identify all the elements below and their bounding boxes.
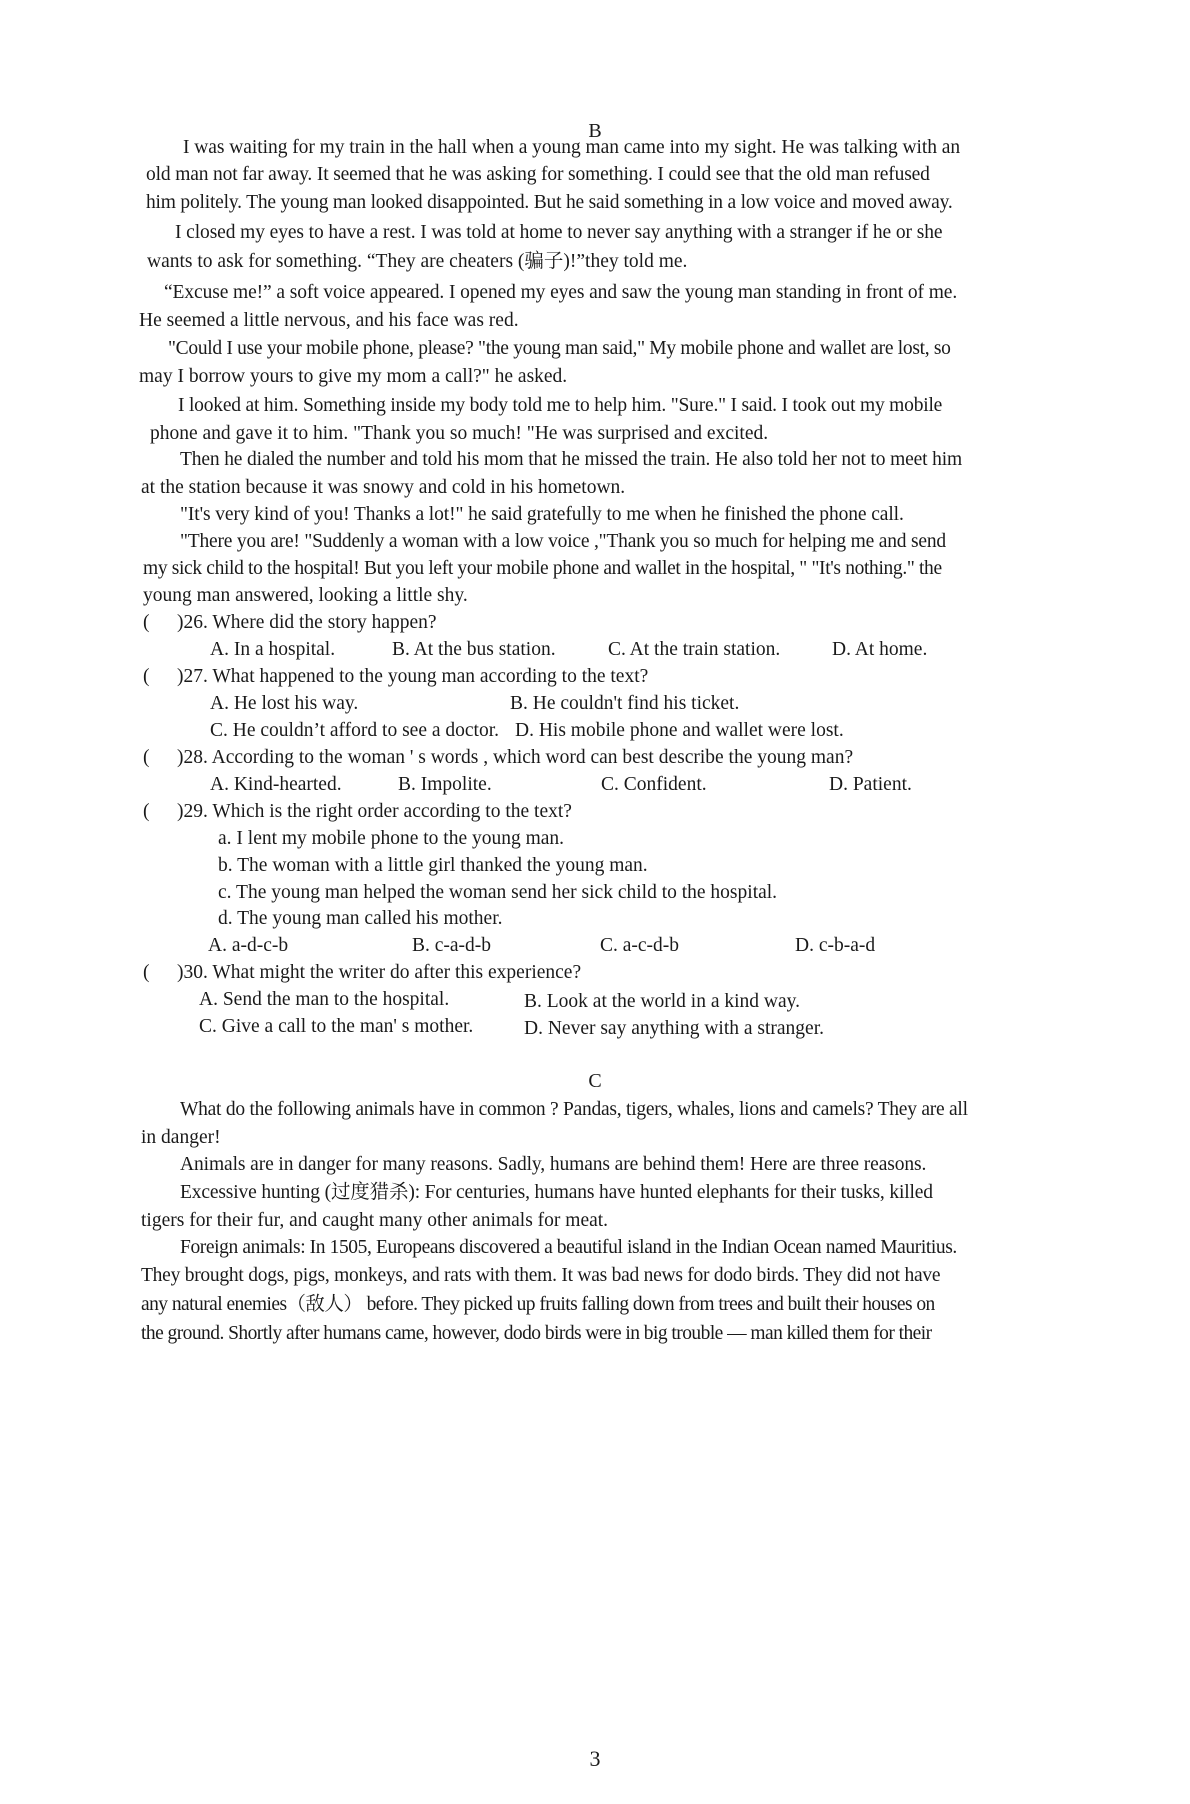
question-29-stem: )29. Which is the right order according to the text?: [177, 801, 572, 822]
passage-b-line: him politely. The young man looked disappointed. But he said something in a low voice and moved away.: [146, 192, 953, 213]
question-30-stem: )30. What might the writer do after this experience?: [177, 962, 582, 983]
q30-option-b[interactable]: B. Look at the world in a kind way.: [524, 991, 801, 1012]
q29-option-b[interactable]: B. c-a-d-b: [412, 935, 492, 956]
q29-statement: c. The young man helped the woman send her sick child to the hospital.: [218, 882, 778, 903]
q26-option-d[interactable]: D. At home.: [832, 639, 928, 660]
passage-c-line: Excessive hunting (过度猎杀): For centuries, humans have hunted elephants for their tusks, killed: [180, 1182, 933, 1203]
q29-option-d[interactable]: D. c-b-a-d: [795, 935, 876, 956]
passage-b-line: old man not far away. It seemed that he was asking for something. I could see that the old man refused: [146, 164, 930, 185]
passage-c-line: Animals are in danger for many reasons. Sadly, humans are behind them! Here are three reasons.: [180, 1154, 927, 1175]
passage-b-line: I looked at him. Something inside my body told me to help him. "Sure." I said. I took out my mobile: [178, 395, 943, 416]
page-number: 3: [589, 1746, 601, 1771]
passage-b-line: “Excuse me!” a soft voice appeared. I opened my eyes and saw the young man standing in front of me.: [164, 282, 958, 303]
answer-blank[interactable]: (: [143, 666, 150, 687]
q26-option-a[interactable]: A. In a hospital.: [210, 639, 336, 660]
section-c-heading: C: [588, 1070, 602, 1092]
q28-option-b[interactable]: B. Impolite.: [398, 774, 492, 795]
section-b-heading: B: [588, 120, 602, 142]
passage-c-line: Foreign animals: In 1505, Europeans discovered a beautiful island in the Indian Ocean named Mauritius.: [180, 1237, 957, 1258]
q27-option-c[interactable]: C. He couldn’t afford to see a doctor.: [210, 720, 499, 741]
question-26-stem: )26. Where did the story happen?: [177, 612, 437, 633]
q27-option-a[interactable]: A. He lost his way.: [210, 693, 359, 714]
answer-blank[interactable]: (: [143, 962, 150, 983]
passage-c-line: tigers for their fur, and caught many other animals for meat.: [141, 1210, 609, 1231]
q29-statement: b. The woman with a little girl thanked the young man.: [218, 855, 648, 876]
passage-c-line: any natural enemies（敌人） before. They picked up fruits falling down from trees and built their houses on: [141, 1294, 935, 1315]
q27-option-b[interactable]: B. He couldn't find his ticket.: [510, 693, 740, 714]
passage-b-line: wants to ask for something. “They are cheaters (骗子)!”they told me.: [147, 251, 688, 272]
passage-c-line: What do the following animals have in common ? Pandas, tigers, whales, lions and camels? They are all: [180, 1099, 968, 1120]
answer-blank[interactable]: (: [143, 801, 150, 822]
q26-option-c[interactable]: C. At the train station.: [608, 639, 781, 660]
passage-b-line: He seemed a little nervous, and his face was red.: [139, 310, 519, 331]
passage-b-line: "It's very kind of you! Thanks a lot!" he said gratefully to me when he finished the phone call.: [180, 504, 904, 525]
passage-c-line: They brought dogs, pigs, monkeys, and rats with them. It was bad news for dodo birds. They did not have: [141, 1265, 941, 1286]
q29-option-a[interactable]: A. a-d-c-b: [208, 935, 289, 956]
q26-option-b[interactable]: B. At the bus station.: [392, 639, 556, 660]
passage-b-line: I was waiting for my train in the hall when a young man came into my sight. He was talking with an: [183, 137, 961, 158]
passage-b-line: phone and gave it to him. "Thank you so much! "He was surprised and excited.: [150, 423, 769, 444]
passage-c-line: the ground. Shortly after humans came, however, dodo birds were in big trouble — man killed them for their: [141, 1323, 932, 1344]
passage-b-line: Then he dialed the number and told his mom that he missed the train. He also told her not to meet him: [180, 449, 963, 470]
q30-option-c[interactable]: C. Give a call to the man' s mother.: [199, 1016, 474, 1037]
passage-b-line: "Could I use your mobile phone, please? "the young man said," My mobile phone and wallet are lost, so: [168, 338, 951, 359]
q28-option-c[interactable]: C. Confident.: [601, 774, 707, 795]
q30-option-a[interactable]: A. Send the man to the hospital.: [199, 989, 450, 1010]
question-28-stem: )28. According to the woman ' s words , which word can best describe the young man?: [177, 747, 854, 768]
question-27-stem: )27. What happened to the young man according to the text?: [177, 666, 649, 687]
passage-b-line: I closed my eyes to have a rest. I was told at home to never say anything with a stranger if he or she: [175, 222, 943, 243]
q29-option-c[interactable]: C. a-c-d-b: [600, 935, 680, 956]
answer-blank[interactable]: (: [143, 747, 150, 768]
q28-option-d[interactable]: D. Patient.: [829, 774, 912, 795]
q29-statement: a. I lent my mobile phone to the young man.: [218, 828, 565, 849]
passage-b-line: my sick child to the hospital! But you left your mobile phone and wallet in the hospital, " "It's nothing." the: [143, 558, 942, 579]
passage-c-line: in danger!: [141, 1127, 221, 1148]
passage-b-line: "There you are! "Suddenly a woman with a low voice ,"Thank you so much for helping me and send: [180, 531, 946, 552]
q28-option-a[interactable]: A. Kind-hearted.: [210, 774, 342, 795]
q29-statement: d. The young man called his mother.: [218, 908, 503, 929]
passage-b-line: at the station because it was snowy and cold in his hometown.: [141, 477, 626, 498]
answer-blank[interactable]: (: [143, 612, 150, 633]
passage-b-line: young man answered, looking a little shy.: [143, 585, 468, 606]
passage-b-line: may I borrow yours to give my mom a call?" he asked.: [139, 366, 568, 387]
q30-option-d[interactable]: D. Never say anything with a stranger.: [524, 1018, 825, 1039]
q27-option-d[interactable]: D. His mobile phone and wallet were lost.: [515, 720, 844, 741]
